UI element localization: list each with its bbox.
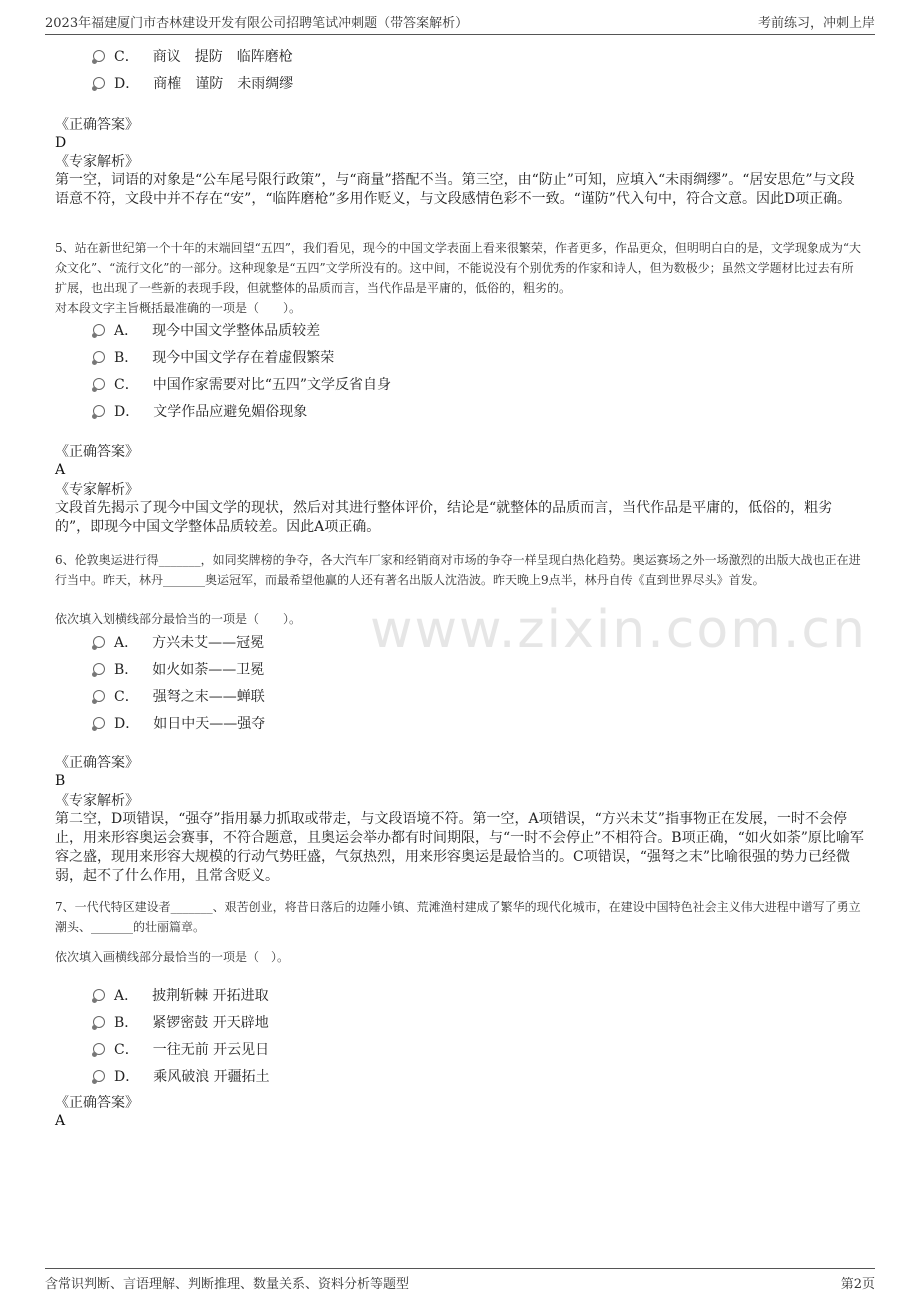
radio-icon[interactable] — [93, 717, 105, 729]
radio-icon[interactable] — [93, 636, 105, 648]
option-text: 一往无前 开云见日 — [152, 1042, 270, 1058]
radio-icon[interactable] — [93, 989, 105, 1001]
q6-option-b[interactable] — [93, 659, 264, 679]
option-letter: D． — [114, 716, 140, 732]
q5-analysis: 文段首先揭示了现今中国文学的现状，然后对其进行整体评价，结论是“就整体的品质而言，当代作品是平庸的，低俗的，粗劣的”，即现今中国文学整体品质较差。因此A项正确。 — [55, 500, 833, 535]
q5-ask: 对本段文字主旨概括最准确的一项是（ ）。 — [55, 301, 302, 315]
q6-stem: 6、伦敦奥运进行得_______，如同奖牌榜的争夺，各大汽车厂家和经销商对市场的争夺一样呈现白热化趋势。奥运赛场之外一场激烈的出版大战也正在进行当中。昨天，林丹_______奥运冠军，而最希望他赢的人还有著名出版人沈浩波。昨天晚上9点半，林丹自传《直到世界尽头》首发。 — [55, 553, 861, 587]
option-text: 紧锣密鼓 开天辟地 — [152, 1015, 269, 1031]
option-text: 披荆斩棘 开拓进取 — [152, 988, 269, 1004]
option-word-1: 商榷 — [153, 76, 182, 92]
footer-divider — [45, 1268, 875, 1269]
option-letter: D． — [114, 1069, 140, 1085]
radio-icon[interactable] — [93, 50, 105, 62]
option-word-2: 谨防 — [195, 76, 224, 92]
q4-option-c[interactable] — [93, 46, 293, 66]
q6-option-c[interactable] — [93, 686, 265, 706]
option-letter: A． — [114, 988, 139, 1004]
q5-analysis-label: 《专家解析》 — [55, 482, 139, 498]
option-text: 现今中国文学整体品质较差 — [152, 323, 321, 339]
option-text: 乘风破浪 开疆拓土 — [153, 1069, 270, 1085]
radio-icon[interactable] — [93, 690, 105, 702]
option-text: 如日中天——强夺 — [153, 716, 266, 732]
radio-icon[interactable] — [93, 77, 105, 89]
q7-answer-label: 《正确答案》 — [55, 1095, 139, 1111]
radio-icon[interactable] — [93, 378, 105, 390]
option-text: 文学作品应避免媚俗现象 — [153, 404, 308, 420]
q7-option-c[interactable] — [93, 1039, 269, 1059]
option-letter: C． — [114, 377, 139, 393]
q5-option-b[interactable] — [93, 347, 334, 367]
option-text: 现今中国文学存在着虚假繁荣 — [152, 350, 335, 366]
option-letter: B． — [114, 350, 139, 366]
option-letter: B． — [114, 662, 139, 678]
q5-option-c[interactable] — [93, 374, 391, 394]
page-number: 第2页 — [840, 1277, 875, 1292]
document-title: 2023年福建厦门市杏林建设开发有限公司招聘笔试冲刺题（带答案解析） — [45, 16, 469, 31]
radio-icon[interactable] — [93, 1016, 105, 1028]
q4-option-d[interactable] — [93, 73, 293, 93]
q5-stem: 5、站在新世纪第一个十年的末端回望“五四”，我们看见，现今的中国文学表面上看来很繁荣，作者更多，作品更众，但明明白白的是，文学现象成为“大众文化”、“流行文化”的一部分。这种现象是“五四”文学所没有的。这中间，不能说没有个别优秀的作家和诗人，但为数极少；虽然文学题材比过去有所扩展，也出现了一些新的表现手段，但就整体的品质而言，当代作品是平庸的，低俗的，粗劣的。 — [55, 241, 862, 295]
q6-ask: 依次填入划横线部分最恰当的一项是（ ）。 — [55, 612, 302, 626]
q6-option-a[interactable] — [93, 632, 264, 652]
q4-analysis: 第一空，词语的对象是“公车尾号限行政策”，与“商量”搭配不当。第三空，由“防止”可知，应填入“未雨绸缪”。“居安思危”与文段语意不符，文段中并不存在“安”，“临阵磨枪”多用作贬义，与文段感情色彩不一致。“谨防”代入句中，符合文意。因此D项正确。 — [55, 172, 855, 207]
option-letter: B． — [114, 1015, 139, 1031]
q5-answer: A — [55, 462, 66, 478]
q7-ask: 依次填入画横线部分最恰当的一项是（ ）。 — [55, 950, 290, 964]
q7-option-a[interactable] — [93, 985, 269, 1005]
radio-icon[interactable] — [93, 405, 105, 417]
q6-analysis: 第二空，D项错误，“强夺”指用暴力抓取或带走，与文段语境不符。第一空，A项错误，“方兴未艾”指事物正在发展，一时不会停止，用来形容奥运会赛事，不符合题意，且奥运会举办都有时间期限，与“一时不会停止”不相符合。B项正确，“如火如荼”原比喻军容之盛，现用来形容大规模的行动气势旺盛，气氛热烈，用来形容奥运是最恰当的。C项错误，“强弩之末”比喻很强的势力已经微弱，起不了什么作用，且常含贬义。 — [55, 811, 864, 884]
q7-answer: A — [55, 1113, 66, 1129]
q6-analysis-label: 《专家解析》 — [55, 793, 139, 809]
option-letter: D． — [114, 76, 140, 92]
radio-icon[interactable] — [93, 324, 105, 336]
q5-option-a[interactable] — [93, 320, 320, 340]
watermark: www.zixin.com.cn — [370, 600, 867, 660]
q4-answer: D — [55, 135, 67, 151]
option-letter: A． — [114, 635, 139, 651]
q7-option-b[interactable] — [93, 1012, 269, 1032]
q6-answer: B — [55, 773, 66, 789]
option-letter: A． — [114, 323, 139, 339]
q7-stem: 7、一代代特区建设者_______、艰苦创业，将昔日落后的边陲小镇、荒滩渔村建成了繁华的现代化城市，在建设中国特色社会主义伟大进程中谱写了勇立潮头、_______的壮丽篇章。 — [55, 900, 861, 934]
radio-icon[interactable] — [93, 1070, 105, 1082]
option-text: 如火如荼——卫冕 — [152, 662, 265, 678]
option-word-1: 商议 — [152, 49, 181, 65]
option-word-3: 临阵磨枪 — [236, 49, 293, 65]
radio-icon[interactable] — [93, 1043, 105, 1055]
option-letter: D． — [114, 404, 140, 420]
option-text: 中国作家需要对比“五四”文学反省自身 — [152, 377, 392, 393]
option-text: 方兴未艾——冠冕 — [152, 635, 265, 651]
header-divider — [45, 34, 875, 35]
q5-answer-label: 《正确答案》 — [55, 444, 139, 460]
option-letter: C． — [114, 689, 139, 705]
option-word-2: 提防 — [194, 49, 223, 65]
radio-icon[interactable] — [93, 663, 105, 675]
option-word-3: 未雨绸缪 — [237, 76, 294, 92]
header-slogan: 考前练习，冲刺上岸 — [757, 16, 875, 31]
q4-analysis-label: 《专家解析》 — [55, 154, 139, 170]
q5-option-d[interactable] — [93, 401, 307, 421]
q6-answer-label: 《正确答案》 — [55, 755, 139, 771]
radio-icon[interactable] — [93, 351, 105, 363]
q4-answer-label: 《正确答案》 — [55, 117, 139, 133]
option-text: 强弩之末——蝉联 — [152, 689, 265, 705]
q7-option-d[interactable] — [93, 1066, 270, 1086]
q6-option-d[interactable] — [93, 713, 265, 733]
footer-note: 含常识判断、言语理解、判断推理、数量关系、资料分析等题型 — [45, 1277, 410, 1292]
option-letter: C． — [114, 49, 139, 65]
option-letter: C． — [114, 1042, 139, 1058]
